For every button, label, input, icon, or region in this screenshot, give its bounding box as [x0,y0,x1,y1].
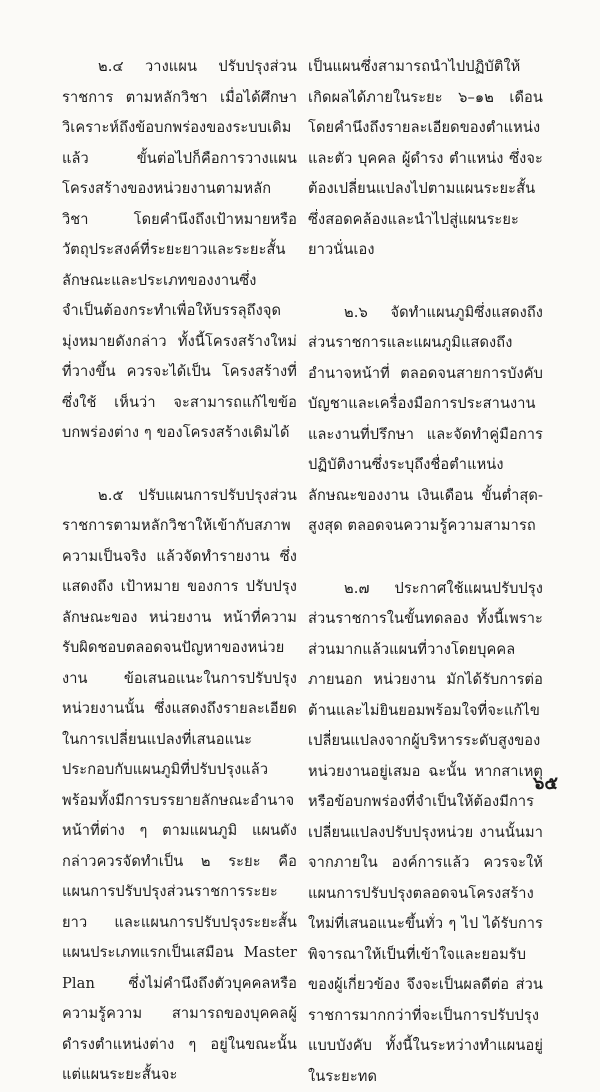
paragraph-2-5: ๒.๕ ปรับแผนการปรับปรุงส่วนราชการตามหลักวิชาให้เข้ากับสภาพความเป็นจริง แล้วจัดทำรายงาน ซึ่งแสดงถึง เป้าหมาย ของการ ปรับปรุงลักษณะของ หน่วยงาน หน้าที่ความรับผิดชอบตลอดจนปัญหาของหน่วยงาน ข้อเสนอแนะในการปรับปรุงหน่วยงานนั้น ซึ่งแสดงถึงรายละเอียดในการเปลี่ยนแปลงที่เสนอแนะประกอบกับแผนภูมิที่ปรับปรุงแล้วพร้อมทั้งมีการบรรยายลักษณะอำนาจหน้าที่ต่าง ๆ ตามแผนภูมิ แผนดังกล่าวควรจัดทำเป็น ๒ ระยะ คือ แผนการปรับปรุงส่วนราชการระยะยาว และแผนการปรับปรุงระยะสั้น แผนประเภทแรกเป็นเสมือน Master Plan ซึ่งไม่คำนึงถึงตัวบุคคลหรือความรู้ความ สามารถของบุคคลผู้ดำรงตำแหน่งต่าง ๆ อยู่ในขณะนั้น แต่แผนระยะสั้นจะ [62,481,297,1091]
page-number: ๖๕ [533,768,558,797]
paragraph-2-7: ๒.๗ ประกาศใช้แผนปรับปรุงส่วนราชการในขั้นทดลอง ทั้งนี้เพราะส่วนมากแล้วแผนที่วางโดยบุคคล ภายนอก หน่วยงาน มักได้รับการต่อต้านและไม่ยินยอมพร้อมใจที่จะแก้ไขเปลี่ยนแปลงจากผู้บริหารระดับสูงของหน่วยงานอยู่เสมอ ฉะนั้น หากสาเหตุหรือข้อบกพร่องที่จำเป็นให้ต้องมีการเปลี่ยนแปลงปรับปรุงหน่วย งานนั้นมาจากภายใน องค์การแล้ว ควรจะให้แผนการปรับปรุงตลอดจนโครงสร้างใหม่ที่เสนอแนะขึ้นทั่ว ๆ ไป ได้รับการพิจารณาให้เป็นที่เข้าใจและยอมรับของผู้เกี่ยวข้อง จึงจะเป็นผลดีต่อ ส่วนราชการมากกว่าที่จะเป็นการปรับปรุงแบบบังคับ ทั้งนี้ในระหว่างทำแผนอยู่ในระยะทด [308,574,543,1092]
right-column [308,52,543,1092]
paragraph-2-5-continued: เป็นแผนซึ่งสามารถนำไปปฏิบัติให้เกิดผลได้ภายในระยะ ๖–๑๒ เดือนโดยคำนึงถึงรายละเอียดของตำแหน่ง และตัว บุคคล ผู้ดำรง ตำแหน่ง ซึ่งจะ ต้องเปลี่ยนแปลงไปตามแผนระยะสั้นซึ่งสอดคล้องและนำไปสู่แผนระยะยาวนั่นเอง [308,52,543,266]
paragraph-2-6: ๒.๖ จัดทำแผนภูมิซึ่งแสดงถึงส่วนราชการและแผนภูมิแสดงถึงอำนาจหน้าที่ ตลอดจนสายการบังคับบัญชาและเครื่องมือการประสานงาน และงานที่ปรึกษา และจัดทำคู่มือการปฏิบัติงานซึ่งระบุถึงชื่อตำแหน่ง ลักษณะของงาน เงินเดือน ขั้นต่ำสุด-สูงสุด ตลอดจนความรู้ความสามารถ [308,298,543,542]
left-column [62,52,297,1091]
paragraph-2-4: ๒.๔ วางแผน ปรับปรุงส่วนราชการ ตามหลักวิชา เมื่อได้ศึกษาวิเคราะห์ถึงข้อบกพร่องของระบบเดิมแล้ว ขั้นต่อไปก็คือการวางแผนโครงสร้างของหน่วยงานตามหลักวิชา โดยคำนึงถึงเป้าหมายหรือวัตถุประสงค์ที่ระยะยาวและระยะสั้น ลักษณะและประเภทของงานซึ่งจำเป็นต้องกระทำเพื่อให้บรรลุถึงจุดมุ่งหมายดังกล่าว ทั้งนี้โครงสร้างใหม่ที่วางขึ้น ควรจะได้เป็น โครงสร้างที่ซึ่งใช้ เห็นว่า จะสามารถแก้ไขข้อบกพร่องต่าง ๆ ของโครงสร้างเดิมได้ [62,52,297,449]
